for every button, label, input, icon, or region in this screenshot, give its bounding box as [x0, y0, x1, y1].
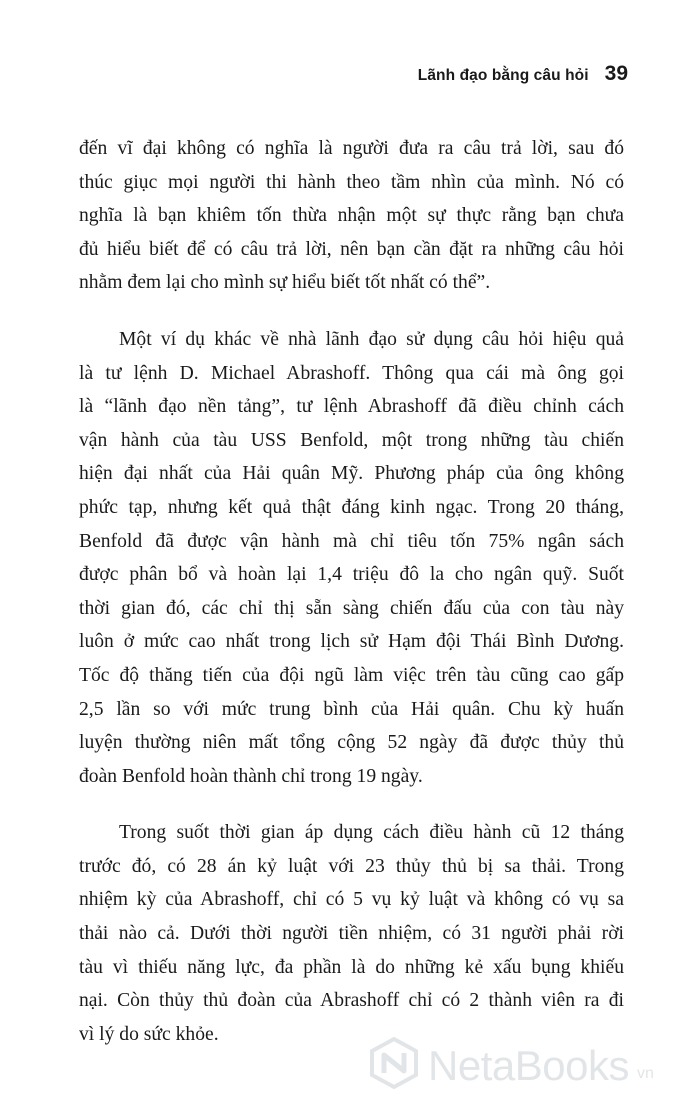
text-line: được phân bổ và hoàn lại 1,4 triệu đô la cho ngân quỹ. Suốt	[79, 564, 624, 586]
text-line: nghĩa là bạn khiêm tốn thừa nhận một sự thực rằng bạn chưa	[79, 205, 624, 227]
page-number: 39	[604, 62, 628, 85]
text-line: phức tạp, nhưng kết quả thật đáng kinh ngạc. Trong 20 tháng,	[79, 496, 624, 518]
text-line: nhằm đem lại cho mình sự hiểu biết tốt nhất có thể”.	[79, 272, 491, 294]
text-line: luôn ở mức cao nhất trong lịch sử Hạm đội Thái Bình Dương.	[79, 631, 624, 653]
body-text	[79, 132, 624, 1051]
text-line: đến vĩ đại không có nghĩa là người đưa ra câu trả lời, sau đó	[79, 138, 624, 159]
text-line: vì lý do sức khỏe.	[79, 1023, 219, 1045]
text-line: nhiệm kỳ của Abrashoff, chỉ có 5 vụ kỷ luật và không có vụ sa	[79, 889, 624, 911]
text-line: đoàn Benfold hoàn thành chỉ trong 19 ngày.	[79, 765, 423, 787]
text-line: là “lãnh đạo nền tảng”, tư lệnh Abrashoff đã điều chỉnh cách	[79, 396, 624, 418]
running-header	[418, 62, 628, 86]
netabooks-logo-icon	[368, 1037, 420, 1094]
text-line: Benfold đã được vận hành mà chỉ tiêu tốn 75% ngân sách	[79, 530, 624, 552]
watermark-suffix: vn	[636, 1064, 654, 1082]
text-line: Tốc độ thăng tiến của đội ngũ làm việc trên tàu cũng cao gấp	[79, 664, 624, 686]
text-line: thải nào cả. Dưới thời người tiền nhiệm, có 31 người phải rời	[79, 923, 624, 945]
text-line: Trong suốt thời gian áp dụng cách điều hành cũ 12 tháng	[119, 822, 624, 844]
text-line: luyện thường niên mất tổng cộng 52 ngày đã được thủy thủ	[79, 732, 624, 754]
running-header-title: Lãnh đạo bằng câu hỏi	[417, 67, 589, 84]
text-line: Một ví dụ khác về nhà lãnh đạo sử dụng câu hỏi hiệu quả	[119, 328, 624, 350]
text-line: thời gian đó, các chỉ thị sẵn sàng chiến đấu của con tàu này	[79, 597, 624, 619]
text-line: 2,5 lần so với mức trung bình của Hải quân. Chu kỳ huấn	[79, 698, 624, 720]
paragraph	[79, 816, 624, 1051]
paragraph	[79, 132, 624, 300]
text-line: nại. Còn thủy thủ đoàn của Abrashoff chỉ có 2 thành viên ra đi	[79, 990, 624, 1012]
watermark	[368, 1037, 654, 1094]
text-line: là tư lệnh D. Michael Abrashoff. Thông qua cái mà ông gọi	[79, 362, 624, 384]
text-line: hiện đại nhất của Hải quân Mỹ. Phương pháp của ông không	[79, 463, 624, 485]
text-line: thúc giục mọi người thi hành theo tầm nhìn của mình. Nó có	[79, 171, 624, 193]
watermark-brand: NetaBooks	[428, 1041, 629, 1089]
text-line: tàu vì thiếu năng lực, đa phần là do những kẻ xấu bụng khiếu	[79, 956, 624, 978]
text-line: đủ hiểu biết để có câu trả lời, nên bạn cần đặt ra những câu hỏi	[79, 238, 624, 260]
text-line: vận hành của tàu USS Benfold, một trong những tàu chiến	[79, 429, 624, 451]
paragraph	[79, 323, 624, 793]
text-line: trước đó, có 28 án kỷ luật với 23 thủy thủ bị sa thải. Trong	[79, 855, 624, 877]
